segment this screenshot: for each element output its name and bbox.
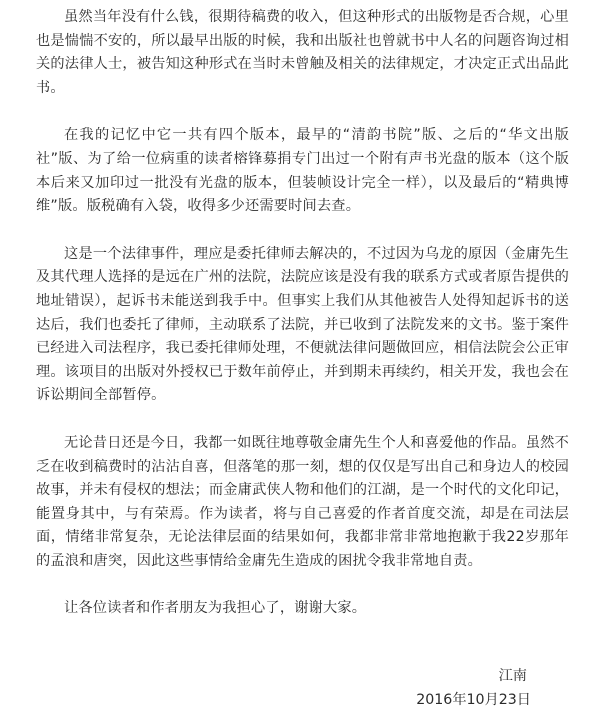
paragraph-3: 这是一个法律事件，理应是委托律师去解决的，不过因为乌龙的原因（金庸先生及其代理人选择的是远在广州的法院，法院应该是没有我的联系方式或者原告提供的地址错误），起诉书未能送到我手中。但事实上我们从其他被告人处得知起诉书的送达后，我们也委托了律师，主动联系了法院，并已收到了法院发来的文书。鉴于案件已经进入司法程序，我已委托律师处理，不便就法律问题做回应，相信法院会公正审理。该项目的出版对外授权已于数年前停止，并到期未再续约，相关开发，我也会在诉讼期间全部暂停。 bbox=[36, 245, 569, 404]
paragraph-gap bbox=[36, 408, 569, 432]
paragraph-2: 在我的记忆中它一共有四个版本，最早的“清韵书院”版、之后的“华文出版社”版、为了给一位病重的读者榕锋募捐专门出过一个附有声书光盘的版本（这个版本后来又加印过一批没有光盘的版本，但装帧设计完全一样），以及最后的“精典博维”版。版税确有入袋，收得多少还需要时间去查。 bbox=[36, 127, 569, 215]
paragraph-4: 无论昔日还是今日，我都一如既往地尊敬金庸先生个人和喜爱他的作品。虽然不乏在收到稿费时的沾沾自喜，但落笔的那一刻，想的仅仅是写出自己和身边人的校园故事，并未有侵权的想法；而金庸武侠人物和他们的江湖，是一个时代的文化印记，能置身其中，与有荣焉。作为读者，将与自己喜爱的作者首度交流，却是在司法层面，情绪非常复杂，无论法律层面的结果如何，我都非常非常地抱歉于我22岁那年的孟浪和唐突，因此这些事情给金庸先生造成的困扰令我非常地自责。 bbox=[36, 434, 569, 569]
signature-date: 2016年10月23日 bbox=[416, 691, 531, 708]
paragraph-gap bbox=[36, 100, 569, 124]
paragraph-5: 让各位读者和作者朋友为我担心了，谢谢大家。 bbox=[64, 600, 367, 617]
paragraph-gap bbox=[36, 219, 569, 243]
signature-author: 江南 bbox=[498, 668, 527, 684]
paragraph-1: 虽然当年没有什么钱，很期待稿费的收入，但这种形式的出版物是否合规，心里也是惴惴不安的，所以最早出版的时候，我和出版社也曾就书中人名的问题咨询过相关的法律人士，被告知这种形式在当时未曾触及相关的法律规定，才决定正式出品此书。 bbox=[36, 9, 569, 96]
paragraph-gap bbox=[36, 573, 569, 597]
signature-block bbox=[416, 665, 531, 712]
